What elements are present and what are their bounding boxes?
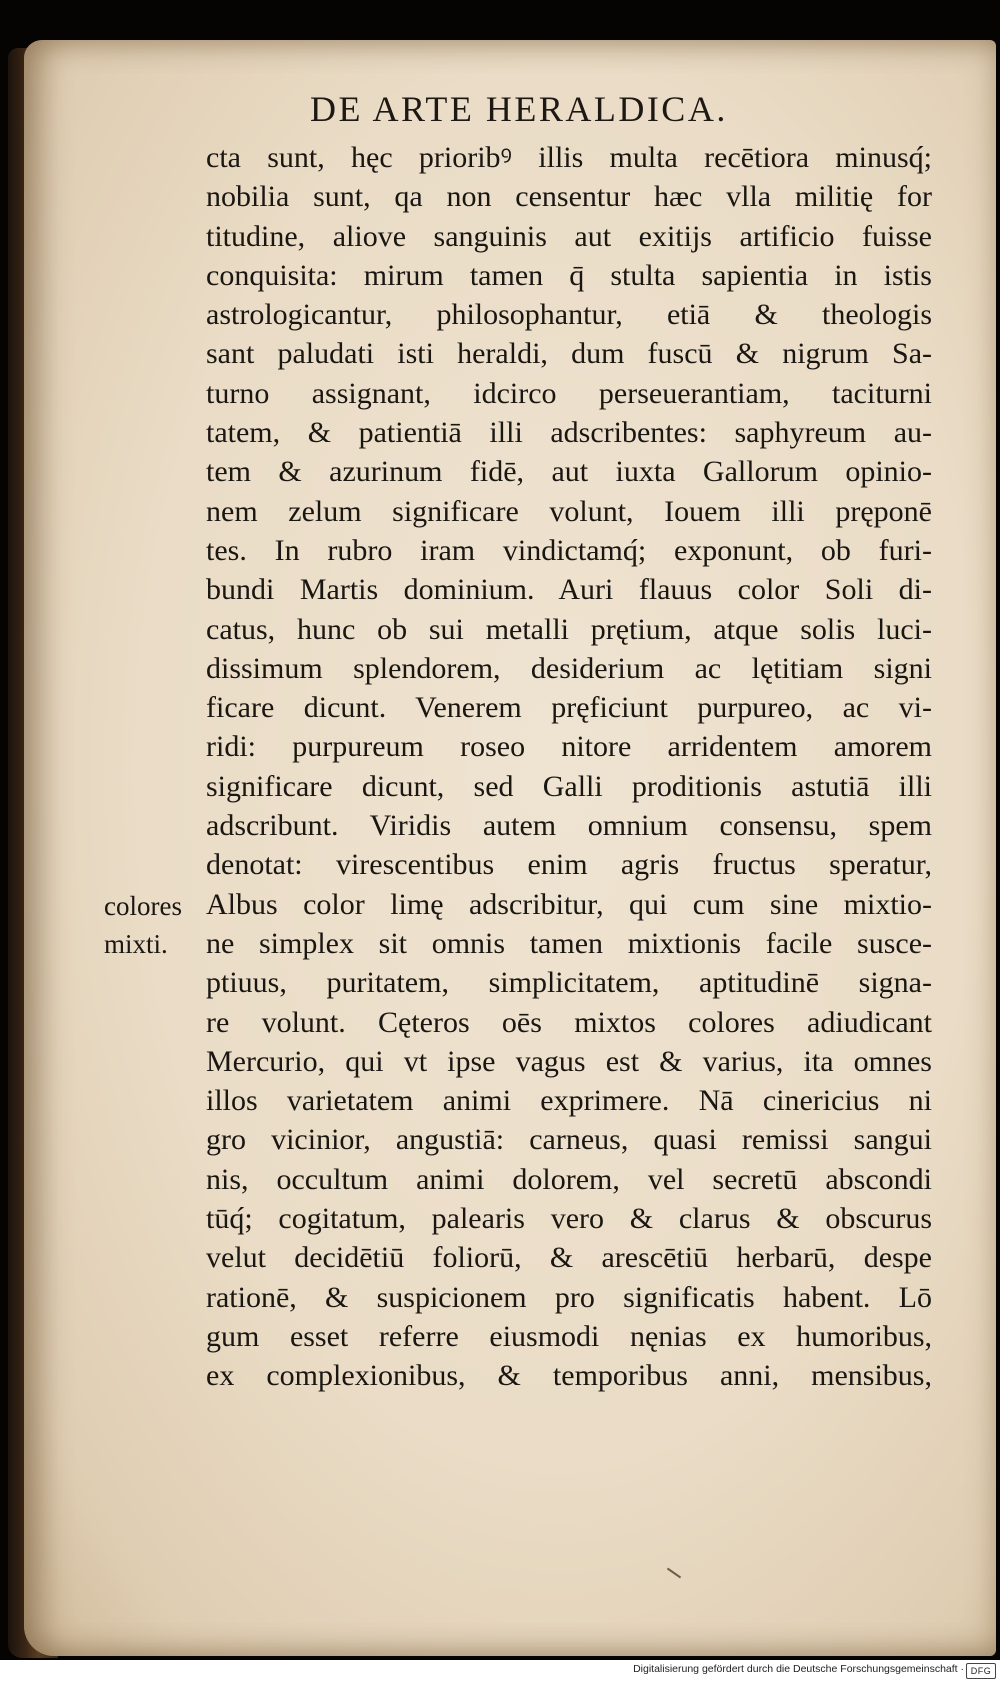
- running-head: DE ARTE HERALDICA.: [310, 89, 728, 129]
- text-line: ex complexionibus, & temporibus anni, mensibus,: [206, 1359, 932, 1393]
- marginal-note-line: colores: [104, 891, 182, 921]
- text-line: tem & azurinum fidē, aut iuxta Gallorum opinio-: [206, 455, 932, 489]
- text-line: re volunt. Cęteros oēs mixtos colores adiudicant: [206, 1005, 932, 1039]
- text-line: ne simplex sit omnis tamen mixtionis facile susce-: [206, 926, 932, 960]
- text-line: adscribunt. Viridis autem omnium consensu, spem: [206, 809, 932, 843]
- text-line: astrologicantur, philosophantur, etiā & theologis: [206, 298, 932, 332]
- text-line: tūq́; cogitatum, palearis vero & clarus & obscurus: [206, 1202, 932, 1236]
- text-line: sant paludati isti heraldi, dum fuscū & nigrum Sa-: [206, 337, 932, 371]
- text-line: gro vicinior, angustiā: carneus, quasi remissi sangui: [206, 1123, 932, 1157]
- footer-credit: Digitalisierung gefördert durch die Deutsche Forschungsgemeinschaft ·: [633, 1663, 964, 1675]
- text-line: illos varietatem animi exprimere. Nā cinericius ni: [206, 1084, 932, 1118]
- text-line: conquisita: mirum tamen q̄ stulta sapientia in istis: [206, 258, 932, 292]
- text-line: Mercurio, qui vt ipse vagus est & varius, ita omnes: [206, 1044, 932, 1078]
- digitization-footer: [0, 1660, 1000, 1681]
- text-line: cta sunt, hęc prioribꝰ illis multa recētiora minusq́;: [206, 141, 932, 174]
- dfg-logo: DFG: [966, 1663, 996, 1679]
- text-line: ficare dicunt. Venerem pręficiunt purpureo, ac vi-: [206, 691, 932, 725]
- text-line: rationē, & suspicionem pro significatis habent. Lō: [206, 1280, 932, 1314]
- text-line: tatem, & patientiā illi adscribentes: saphyreum au-: [206, 416, 932, 450]
- marginal-note: [104, 887, 214, 963]
- text-line: significare dicunt, sed Galli proditionis astutiā illi: [206, 769, 932, 803]
- text-line: tes. In rubro iram vindictamq́; exponunt, ob furi-: [206, 533, 932, 567]
- text-line: ridi: purpureum roseo nitore arridentem amorem: [206, 730, 932, 764]
- text-line: denotat: virescentibus enim agris fructus speratur,: [206, 848, 932, 882]
- body-text: [206, 138, 932, 1396]
- text-line: gum esset referre eiusmodi nęnias ex humoribus,: [206, 1319, 932, 1353]
- text-line: turno assignant, idcirco perseuerantiam, taciturni: [206, 376, 932, 410]
- marginal-note-line: mixti.: [104, 929, 168, 959]
- text-line: velut decidētiū foliorū, & arescētiū herbarū, despe: [206, 1241, 932, 1275]
- text-line: ptiuus, puritatem, simplicitatem, aptitudinē signa-: [206, 966, 932, 1000]
- text-line: catus, hunc ob sui metalli prętium, atque solis luci-: [206, 612, 932, 646]
- text-line: dissimum splendorem, desiderium ac lętitiam signi: [206, 651, 932, 685]
- text-line: Albus color limę adscribitur, qui cum sine mixtio-: [206, 887, 932, 921]
- text-line: nis, occultum animi dolorem, vel secretū abscondi: [206, 1162, 932, 1196]
- text-line: titudine, aliove sanguinis aut exitijs artificio fuisse: [206, 219, 932, 253]
- text-line: nem zelum significare volunt, Iouem illi pręponē: [206, 494, 932, 528]
- text-line: bundi Martis dominium. Auri flauus color Soli di-: [206, 573, 932, 607]
- text-line: nobilia sunt, qa non censentur hæc vlla militię for: [206, 180, 932, 214]
